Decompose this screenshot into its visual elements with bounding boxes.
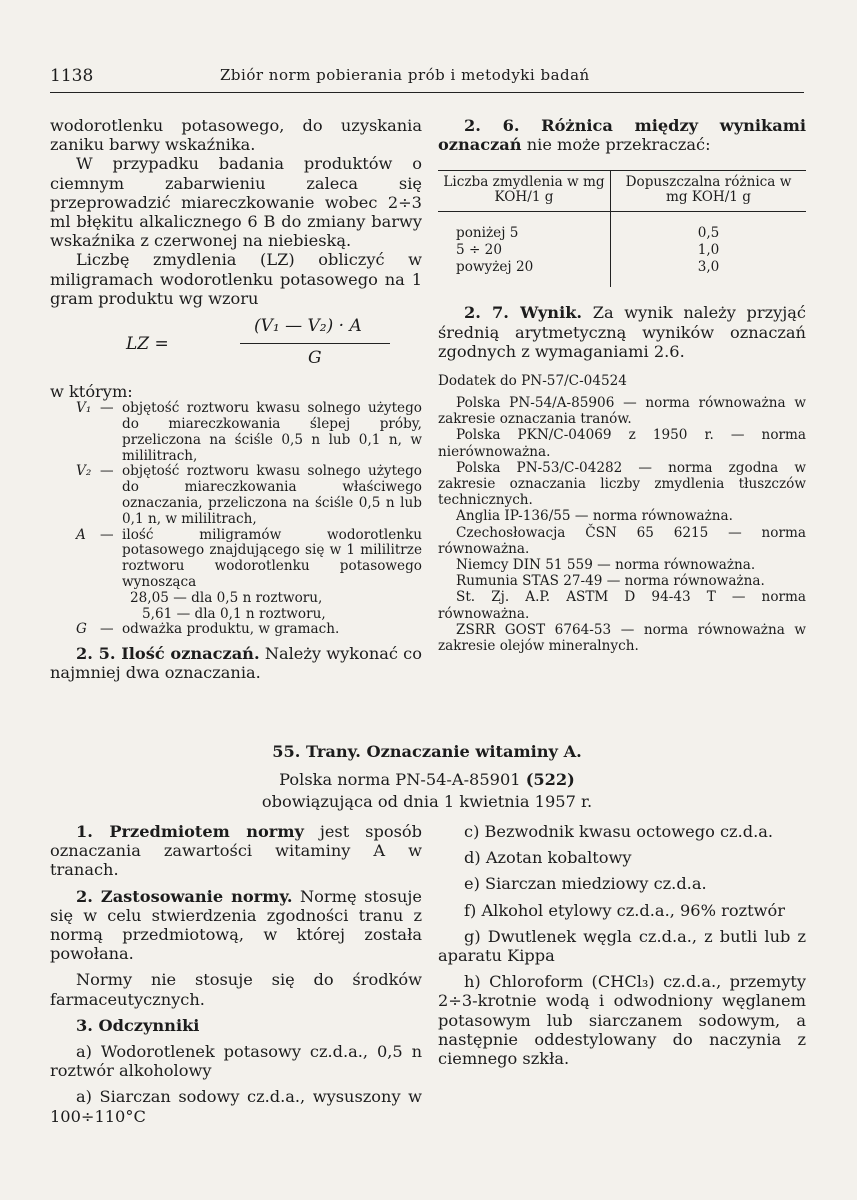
section-title: 55. Trany. Oznaczanie witaminy A. bbox=[272, 742, 582, 761]
formula bbox=[50, 316, 422, 376]
dash: — bbox=[100, 621, 114, 638]
table-row bbox=[438, 212, 806, 243]
running-title: Zbiór norm pobierania prób i metodyki badań bbox=[220, 66, 590, 84]
section-heading: 2. 5. Ilość oznaczań. bbox=[76, 644, 260, 664]
table-header: Dopuszczalna różnica w mg KOH/1 g bbox=[611, 171, 807, 212]
norm-line bbox=[50, 770, 804, 789]
reagent-item: g) Dwutlenek węgla cz.d.a., z butli lub z aparatu Kippa bbox=[438, 926, 806, 966]
paragraph: Normy nie stosuje się do środków farmaceutycznych. bbox=[50, 970, 422, 1009]
definition-item bbox=[50, 401, 422, 464]
paragraph: wodorotlenku potasowego, do uzyskania zaniku barwy wskaźnika. bbox=[50, 116, 422, 155]
page-number: 1138 bbox=[50, 66, 94, 86]
appendix-title: Dodatek do PN-57/C-04524 bbox=[438, 373, 627, 390]
norm-name: Polska norma PN-54-A-85901 bbox=[279, 770, 521, 789]
dash: — bbox=[100, 526, 114, 543]
a-value: 28,05 — dla 0,5 n roztworu, bbox=[130, 589, 323, 606]
reagent-item: d) Azotan kobaltowy bbox=[464, 848, 632, 868]
appendix-item: Czechosłowacja ČSN 65 6215 — norma równoważna. bbox=[438, 524, 806, 557]
definition-text: objętość roztworu kwasu solnego użytego do miareczkowania właściwego oznaczania, przeliczona na ściśle 0,5 n lub 0,1 n, w mililitrach, bbox=[122, 463, 422, 527]
left-column-bottom bbox=[50, 822, 422, 1126]
paragraph-2-5 bbox=[50, 644, 422, 682]
table-header: Liczba zmydlenia w mg KOH/1 g bbox=[438, 171, 611, 212]
difference-table bbox=[438, 170, 806, 287]
item-2 bbox=[50, 887, 422, 964]
item-text: jest sposób oznaczania zawartości witaminy A w tranach. bbox=[50, 822, 422, 880]
symbol: V₂ bbox=[76, 463, 92, 480]
dash: — bbox=[100, 400, 114, 417]
item-heading: 2. Zastosowanie normy. bbox=[76, 886, 293, 906]
fraction-bar bbox=[240, 343, 390, 344]
section-text: nie może przekraczać: bbox=[526, 135, 711, 155]
formula-numerator: (V₁ — V₂) · A bbox=[254, 316, 362, 337]
page-header bbox=[50, 66, 804, 93]
section-text: Należy wykonać co najmniej dwa oznaczania. bbox=[50, 644, 422, 683]
effective-date: obowiązująca od dnia 1 kwietnia 1957 r. bbox=[261, 792, 593, 811]
appendix-item: Rumunia STAS 27-49 — norma równoważna. bbox=[456, 573, 765, 590]
reagent-item: a) Wodorotlenek potasowy cz.d.a., 0,5 n roztwór alkoholowy bbox=[50, 1042, 422, 1081]
appendix-item: Niemcy DIN 51 559 — norma równoważna. bbox=[456, 557, 756, 574]
table-cell: 0,5 bbox=[697, 225, 720, 242]
definition-text: ilość miligramów wodorotlenku potasowego znajdującego się w 1 mililitrze roztworu wodorotlenku potasowego wynosząca bbox=[122, 526, 422, 590]
appendix-item: Polska PN-53/C-04282 — norma zgodna w zakresie oznaczania liczby zmydlenia tłuszczów technicznych. bbox=[438, 459, 806, 509]
reagent-item: e) Siarczan miedziowy cz.d.a. bbox=[464, 874, 707, 894]
reagent-item: a) Siarczan sodowy cz.d.a., wysuszony w 100÷110°C bbox=[50, 1087, 422, 1126]
item-heading: 1. Przedmiotem normy bbox=[76, 822, 304, 841]
item-text: Normę stosuje się w celu stwierdzenia zgodności tranu z normą przedmiotową, w której została powołana. bbox=[50, 886, 422, 964]
where-label: w którym: bbox=[50, 382, 133, 402]
paragraph: Liczbę zmydlenia (LZ) obliczyć w miligramach wodorotlenku potasowego na 1 gram produktu wg wzoru bbox=[50, 250, 422, 308]
reagent-item: h) Chloroform (CHCl₃) cz.d.a., przemyty 2÷3-krotnie wodą i odwodniony węglanem potasowym lub siarczanem sodowym, a następnie oddestylowany do naczynia z ciemnego szkła. bbox=[438, 972, 806, 1069]
item-1 bbox=[50, 822, 422, 880]
table-cell: 5 ÷ 20 bbox=[438, 242, 611, 259]
paragraph-2-7 bbox=[438, 303, 806, 361]
definition-item bbox=[50, 528, 422, 591]
appendix-item: Polska PKN/C-04069 z 1950 r. — norma nierównoważna. bbox=[438, 427, 806, 460]
right-column-top bbox=[438, 116, 806, 654]
paragraph: W przypadku badania produktów o ciemnym zabarwieniu zaleca się przeprowadzić miareczkowanie wobec 2÷3 ml błękitu alkalicznego 6 B do zmiany barwy wskaźnika z czerwonej na niebieską. bbox=[50, 154, 422, 251]
reagent-item: f) Alkohol etylowy cz.d.a., 96% roztwór bbox=[464, 900, 785, 920]
table-cell: powyżej 20 bbox=[438, 259, 611, 287]
reagent-item: c) Bezwodnik kwasu octowego cz.d.a. bbox=[464, 822, 774, 841]
definition-text: odważka produktu, w gramach. bbox=[122, 621, 340, 638]
definition-text: objętość roztworu kwasu solnego użytego do miareczkowania ślepej próby, przeliczona na ściśle 0,5 n lub 0,1 n, w mililitrach, bbox=[122, 400, 422, 464]
right-column-bottom bbox=[438, 822, 806, 1068]
symbol: V₁ bbox=[76, 400, 92, 417]
formula-denominator: G bbox=[308, 348, 322, 369]
paragraph-2-6 bbox=[438, 116, 806, 154]
a-value: 5,61 — dla 0,1 n roztworu, bbox=[142, 605, 326, 622]
left-column-top bbox=[50, 116, 422, 683]
table-cell: poniżej 5 bbox=[438, 212, 611, 243]
definition-item bbox=[50, 622, 422, 638]
table-cell: 3,0 bbox=[697, 259, 720, 276]
symbol: A bbox=[76, 526, 86, 543]
table-cell: 1,0 bbox=[697, 242, 720, 259]
definition-item bbox=[50, 464, 422, 527]
symbol: G bbox=[76, 621, 87, 638]
section-text: Za wynik należy przyjąć średnią arytmetyczną wyników oznaczań zgodnych z wymaganiami 2.6. bbox=[438, 303, 806, 361]
norm-number: (522) bbox=[525, 770, 575, 789]
table-row bbox=[438, 242, 806, 259]
table-row bbox=[438, 259, 806, 287]
appendix-list bbox=[438, 395, 806, 654]
appendix-item: St. Zj. A.P. ASTM D 94-43 T — norma równoważna. bbox=[438, 589, 806, 622]
definitions bbox=[50, 401, 422, 638]
item-3-heading: 3. Odczynniki bbox=[76, 1015, 200, 1035]
section-heading: 2. 7. Wynik. bbox=[464, 303, 583, 323]
appendix-item: ZSRR GOST 6764-53 — norma równoważna w zakresie olejów mineralnych. bbox=[438, 621, 806, 655]
appendix-item: Polska PN-54/A-85906 — norma równoważna w zakresie oznaczania tranów. bbox=[438, 395, 806, 428]
section-heading: 2. 6. Różnica między wynikami oznaczań bbox=[438, 116, 806, 155]
appendix-item: Anglia IP-136/55 — norma równoważna. bbox=[456, 508, 733, 525]
dash: — bbox=[100, 463, 114, 480]
formula-lhs: LZ = bbox=[126, 334, 169, 355]
